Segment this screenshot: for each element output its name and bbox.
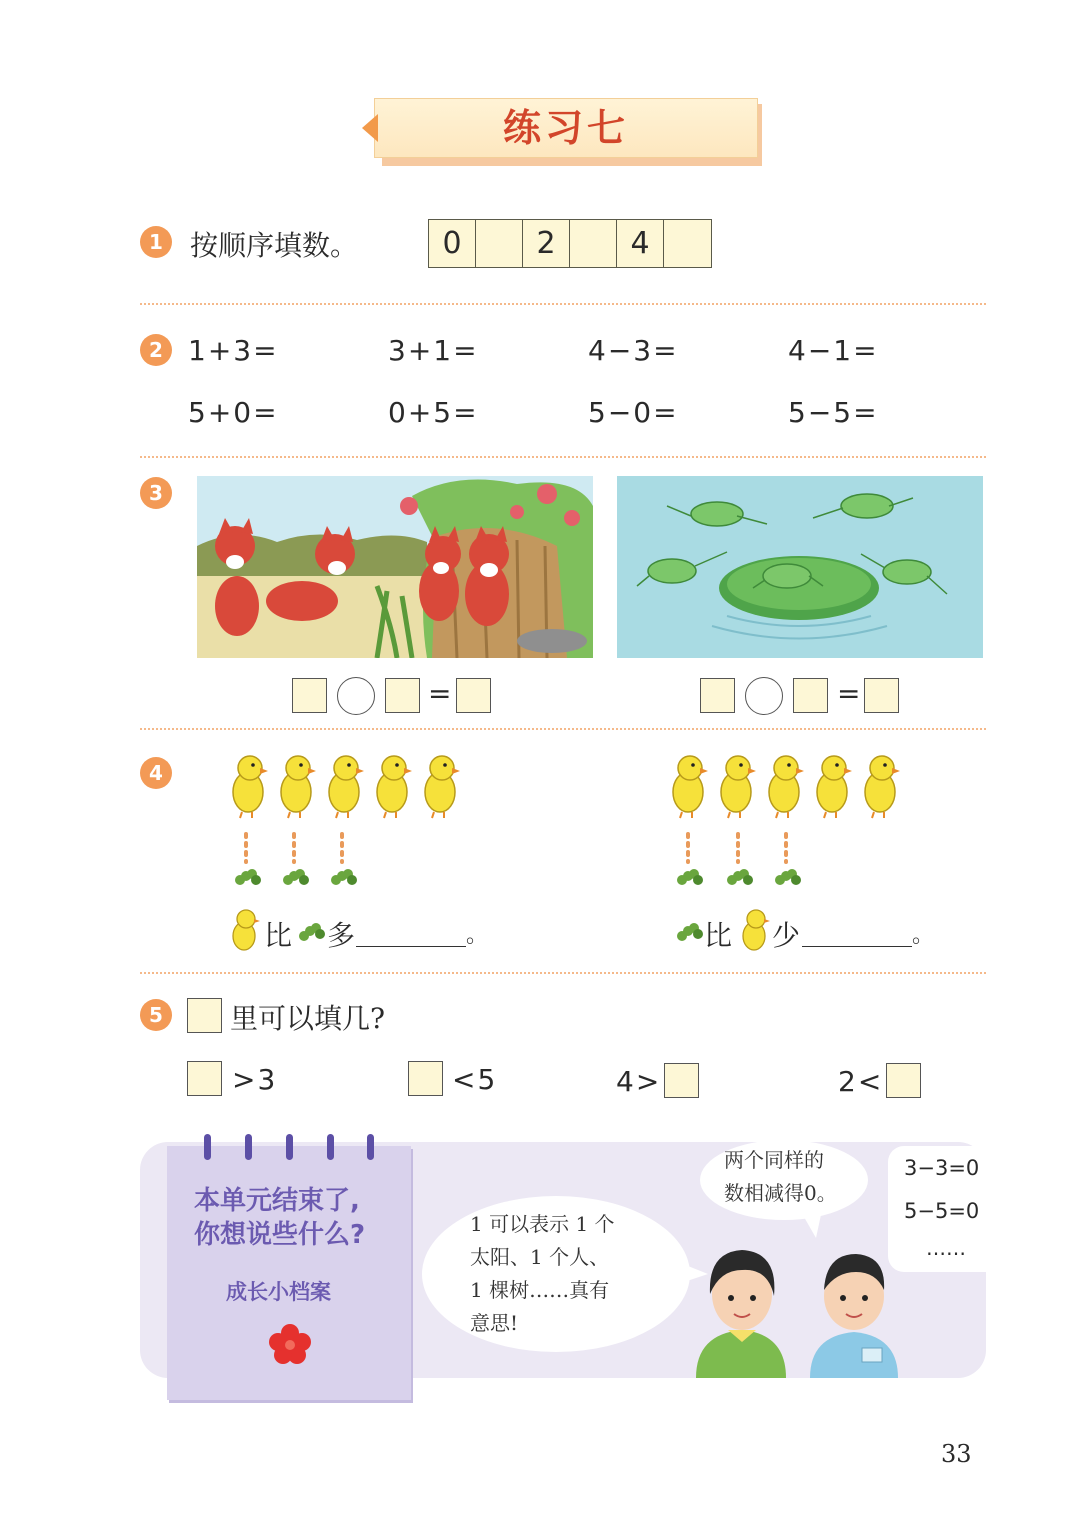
chick-icon <box>228 906 264 952</box>
answer-box[interactable] <box>793 678 828 713</box>
prompt-box-icon <box>187 998 222 1033</box>
inequality: <5 <box>452 1063 498 1096</box>
chick-icon <box>769 756 804 818</box>
chick-icon <box>738 906 774 952</box>
caterpillar-icon <box>676 918 704 944</box>
equals-sign: = <box>837 677 861 710</box>
chick-icon <box>673 756 708 818</box>
inequality: 4> <box>616 1065 662 1098</box>
chick-icon <box>817 756 852 818</box>
answer-box[interactable] <box>700 678 735 713</box>
page-number: 33 <box>941 1440 972 1468</box>
sequence-cell[interactable] <box>664 220 711 267</box>
compare-word: 比 <box>704 919 733 952</box>
caterpillar-icon <box>677 869 703 885</box>
chick-icon <box>721 756 756 818</box>
binder-ring <box>204 1134 211 1160</box>
binder-ring <box>367 1134 374 1160</box>
fox-illustration <box>197 476 593 658</box>
chick-icon <box>425 756 460 818</box>
compare-word: 少 <box>772 919 801 952</box>
chick-icon <box>865 756 900 818</box>
inequality: >3 <box>232 1063 278 1096</box>
chick-icon <box>377 756 412 818</box>
equation: 5+0= <box>188 396 279 429</box>
card-caption: 成长小档案 <box>226 1280 331 1304</box>
answer-box[interactable] <box>292 678 327 713</box>
card-line-1: 本单元结束了, <box>194 1186 360 1216</box>
binder-ring <box>327 1134 334 1160</box>
answer-blank[interactable] <box>356 946 466 947</box>
answer-box[interactable] <box>664 1063 699 1098</box>
bubble-tail <box>800 1210 824 1238</box>
flower-icon <box>268 1324 312 1364</box>
children-illustration <box>690 1238 920 1378</box>
equation: 4−3= <box>588 334 679 367</box>
equation: 5−0= <box>588 396 679 429</box>
chicks-caterpillars-right <box>660 748 920 898</box>
answer-box[interactable] <box>187 1061 222 1096</box>
sequence-cell[interactable]: 0 <box>429 220 476 267</box>
card-ellipsis: …… <box>926 1236 966 1260</box>
divider <box>140 303 986 305</box>
section-4-badge: 4 <box>140 757 172 789</box>
equation: 3+1= <box>388 334 479 367</box>
answer-box[interactable] <box>408 1061 443 1096</box>
binder-ring <box>245 1134 252 1160</box>
bubble-line: 两个同样的 <box>724 1148 824 1172</box>
answer-box[interactable] <box>456 678 491 713</box>
page-title: 练习七 <box>502 105 629 150</box>
equation: 1+3= <box>188 334 279 367</box>
compare-word: 多 <box>327 919 356 952</box>
bubble-line: 太阳、1 个人、 <box>470 1245 610 1269</box>
bubble-line: 1 棵树……真有 <box>470 1278 610 1302</box>
section-1-badge: 1 <box>140 226 172 258</box>
section-3-badge: 3 <box>140 477 172 509</box>
frog-scene-image <box>617 476 983 658</box>
sequence-boxes <box>428 219 712 268</box>
period: 。 <box>466 923 489 948</box>
operator-circle[interactable] <box>745 677 783 715</box>
title-banner <box>362 98 762 166</box>
answer-box[interactable] <box>864 678 899 713</box>
divider <box>140 972 986 974</box>
equation: 0+5= <box>388 396 479 429</box>
answer-box[interactable] <box>886 1063 921 1098</box>
sequence-cell[interactable] <box>476 220 523 267</box>
period: 。 <box>912 923 935 948</box>
caterpillar-icon <box>727 869 753 885</box>
operator-circle[interactable] <box>337 677 375 715</box>
caterpillar-icon <box>283 869 309 885</box>
sequence-cell[interactable]: 4 <box>617 220 664 267</box>
chick-icon <box>233 756 268 818</box>
section-1-prompt: 按顺序填数。 <box>190 229 359 262</box>
binder-ring <box>286 1134 293 1160</box>
inequality: 2< <box>838 1065 884 1098</box>
card-equation: 5−5=0 <box>904 1199 980 1223</box>
fox-scene-image <box>197 476 593 658</box>
chick-icon <box>329 756 364 818</box>
chick-icon <box>281 756 316 818</box>
card-line-2: 你想说些什么? <box>194 1220 366 1250</box>
chicks-caterpillars-left <box>220 748 480 898</box>
sequence-cell[interactable] <box>570 220 617 267</box>
caterpillar-icon <box>235 869 261 885</box>
equation: 5−5= <box>788 396 879 429</box>
caterpillar-icon <box>298 918 326 944</box>
divider <box>140 456 986 458</box>
caterpillar-icon <box>775 869 801 885</box>
section-5-badge: 5 <box>140 999 172 1031</box>
equals-sign: = <box>428 677 452 710</box>
equation: 4−1= <box>788 334 879 367</box>
bubble-line: 数相减得0。 <box>724 1181 837 1205</box>
frog-illustration <box>617 476 983 658</box>
caterpillar-icon <box>331 869 357 885</box>
section-2-badge: 2 <box>140 334 172 366</box>
card-equation: 3−3=0 <box>904 1156 980 1180</box>
compare-word: 比 <box>264 919 293 952</box>
bubble-line: 1 可以表示 1 个 <box>470 1212 615 1236</box>
section-5-prompt: 里可以填几? <box>230 1002 386 1035</box>
sequence-cell[interactable]: 2 <box>523 220 570 267</box>
answer-box[interactable] <box>385 678 420 713</box>
divider <box>140 728 986 730</box>
bubble-line: 意思! <box>470 1311 519 1335</box>
answer-blank[interactable] <box>802 946 912 947</box>
